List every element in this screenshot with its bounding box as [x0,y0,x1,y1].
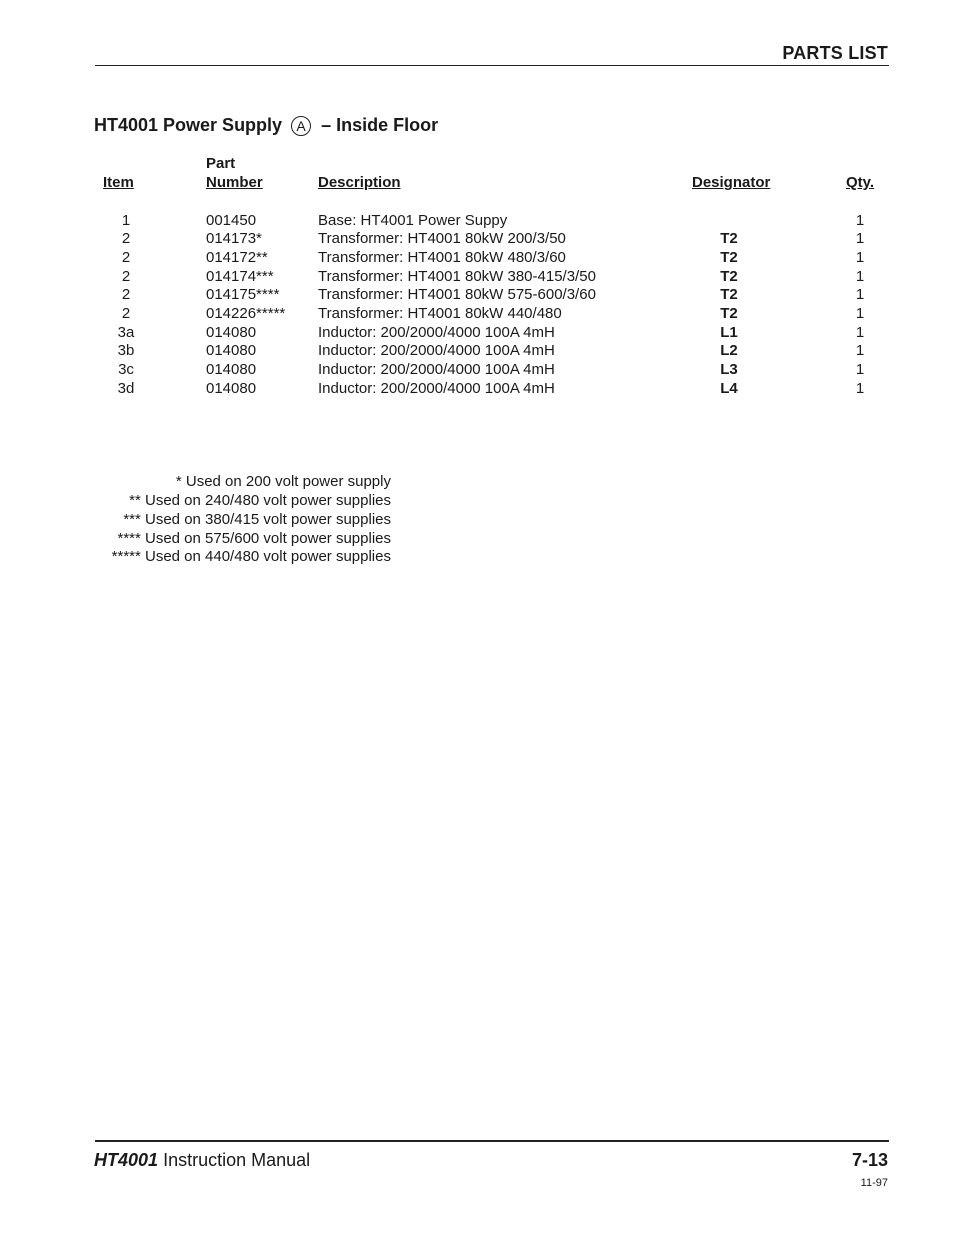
cell-designator: L1 [720,324,738,341]
cell-item: 1 [121,212,131,229]
callout-circle-a: A [291,116,311,136]
cell-designator: L2 [720,342,738,359]
cell-qty: 1 [855,380,865,397]
footer-manual-title [94,1150,310,1171]
cell-description: Inductor: 200/2000/4000 100A 4mH [318,324,555,341]
footnote: *** Used on 380/415 volt power supplies [123,511,391,528]
cell-part-number: 014080 [206,361,257,378]
cell-description: Transformer: HT4001 80kW 200/3/50 [318,230,566,247]
cell-description: Transformer: HT4001 80kW 575-600/3/60 [318,286,596,303]
cell-qty: 1 [855,324,865,341]
cell-designator: T2 [720,268,738,285]
header-part-number: Number [206,174,263,191]
cell-qty: 1 [855,361,865,378]
cell-item: 2 [121,286,131,303]
cell-description: Transformer: HT4001 80kW 380-415/3/50 [318,268,596,285]
cell-qty: 1 [855,230,865,247]
cell-designator: T2 [720,249,738,266]
cell-designator: L4 [720,380,738,397]
section-title-prefix: HT4001 Power Supply [94,115,283,135]
cell-designator: T2 [720,230,738,247]
cell-description: Inductor: 200/2000/4000 100A 4mH [318,342,555,359]
cell-item: 2 [121,249,131,266]
cell-designator: T2 [720,305,738,322]
table-row [0,305,954,324]
footer-rule [95,1140,889,1142]
header-item: Item [103,174,134,191]
footer-manual-label: Instruction Manual [163,1150,311,1170]
cell-qty: 1 [855,249,865,266]
cell-part-number: 014226***** [206,305,286,322]
section-title [94,115,438,136]
header-designator: Designator [692,174,771,191]
cell-description: Inductor: 200/2000/4000 100A 4mH [318,380,555,397]
table-row [0,324,954,343]
table-row [0,268,954,287]
header-qty: Qty. [846,174,875,191]
cell-part-number: 014175**** [206,286,280,303]
cell-designator: L3 [720,361,738,378]
header-title: PARTS LIST [782,43,888,63]
cell-description: Base: HT4001 Power Suppy [318,212,508,229]
header-part-top: Part [206,155,236,172]
header-description: Description [318,174,401,191]
table-row [0,342,954,361]
footer-model: HT4001 [94,1150,159,1170]
footnote: * Used on 200 volt power supply [175,473,391,490]
cell-item: 3b [117,342,135,359]
footnote: ** Used on 240/480 volt power supplies [129,492,391,509]
header-rule [95,65,889,66]
cell-part-number: 014080 [206,324,257,341]
cell-item: 3c [118,361,134,378]
section-title-suffix: – Inside Floor [321,115,439,135]
cell-part-number: 014080 [206,342,257,359]
cell-description: Transformer: HT4001 80kW 480/3/60 [318,249,566,266]
footnote: ***** Used on 440/480 volt power supplies [111,548,391,565]
cell-item: 2 [121,305,131,322]
table-row [0,230,954,249]
table-row [0,380,954,399]
cell-qty: 1 [855,342,865,359]
table-row [0,212,954,231]
cell-part-number: 001450 [206,212,257,229]
cell-part-number: 014080 [206,380,257,397]
page-number: 7-13 [851,1150,888,1170]
cell-part-number: 014172** [206,249,268,266]
cell-qty: 1 [855,286,865,303]
cell-item: 2 [121,268,131,285]
cell-item: 3a [117,324,135,341]
cell-description: Transformer: HT4001 80kW 440/480 [318,305,562,322]
cell-item: 2 [121,230,131,247]
cell-part-number: 014174*** [206,268,274,285]
cell-designator: T2 [720,286,738,303]
cell-qty: 1 [855,305,865,322]
revision-date: 11-97 [860,1177,888,1189]
table-row [0,361,954,380]
cell-description: Inductor: 200/2000/4000 100A 4mH [318,361,555,378]
cell-part-number: 014173* [206,230,262,247]
footnote: **** Used on 575/600 volt power supplies [117,530,391,547]
cell-item: 3d [117,380,135,397]
table-row [0,249,954,268]
cell-qty: 1 [855,212,865,229]
cell-qty: 1 [855,268,865,285]
table-row [0,286,954,305]
